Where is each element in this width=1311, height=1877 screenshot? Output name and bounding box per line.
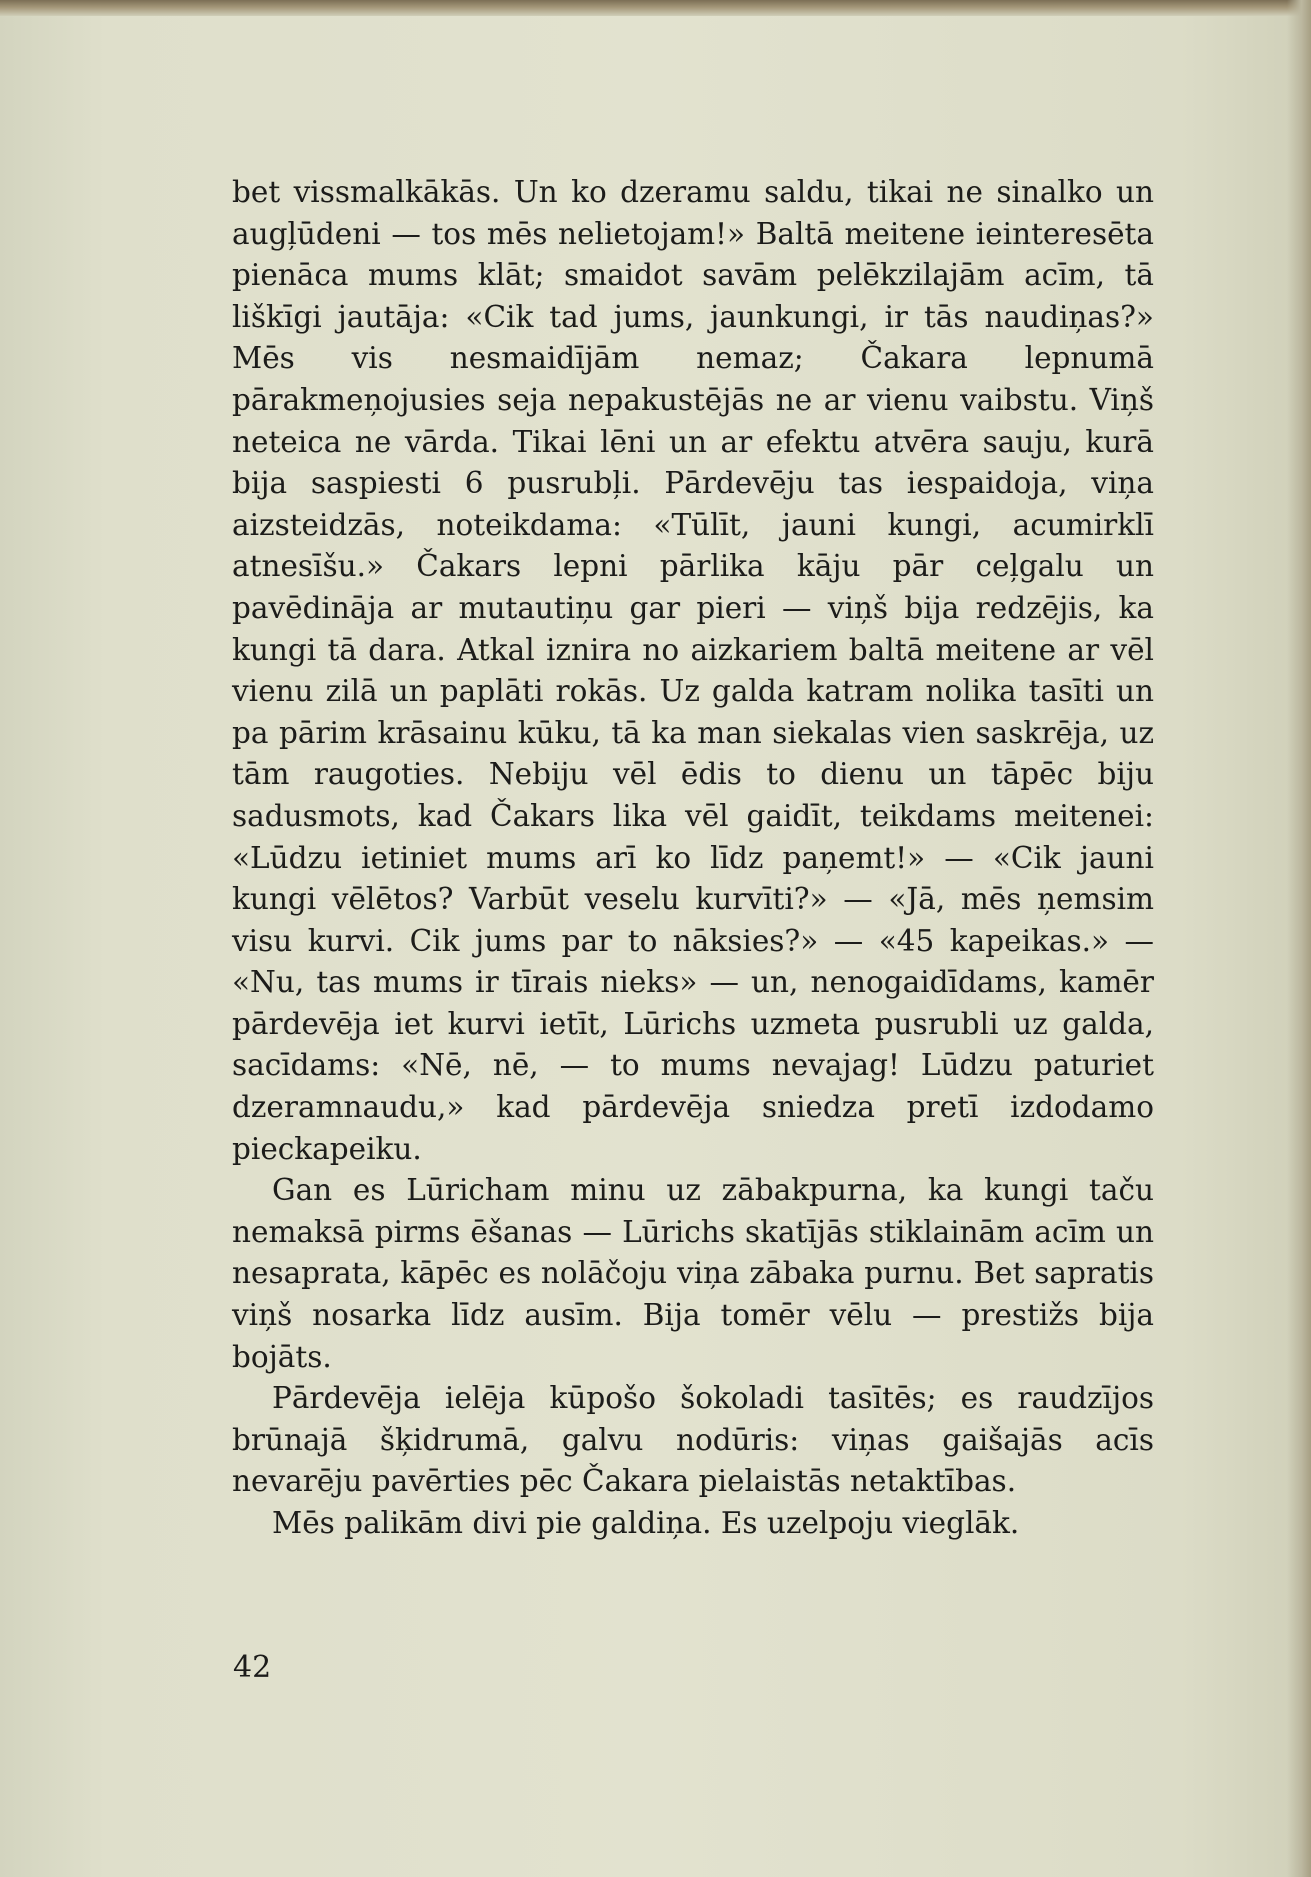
paragraph-4: Mēs palikām divi pie galdiņa. Es uzelpoju vieglāk. — [272, 1506, 1020, 1540]
paragraph-3: Pārdevēja ielēja kūpošo šokoladi tasītēs; es raudzījos brūnajā šķidrumā, galvu nodūris: viņas gaišajās acīs nevarēju pavērties pēc Čakara pielaistās netaktības. — [232, 1381, 1154, 1499]
paragraph-2: Gan es Lūricham minu uz zābakpurna, ka kungi taču nemaksā pirms ēšanas — Lūrichs skatījās stiklainām acīm un nesaprata, kāpēc es nolāčoju viņa zābaka purnu. Bet sapratis viņš nosarka līdz ausīm. Bija tomēr vēlu — prestižs bija bojāts. — [232, 1173, 1154, 1374]
page-number: 42 — [233, 1650, 272, 1685]
page-top-edge — [0, 0, 1311, 16]
body-text — [232, 172, 1154, 1545]
page-right-edge — [1287, 0, 1311, 1877]
paragraph-1: bet vissmalkākās. Un ko dzeramu saldu, tikai ne sinalko un augļūdeni — tos mēs nelietojam!» Baltā meitene ieinteresēta pienāca mums klāt; smaidot savām pelēkzilajām acīm, tā liškīgi jautāja: «Cik tad jums, jaunkungi, ir tās naudiņas?» Mēs vis nesmaidījām nemaz; Čakara lepnumā pārakmeņojusies seja nepakustējās ne ar vienu vaibstu. Viņš neteica ne vārda. Tikai lēni un ar efektu atvēra sauju, kurā bija saspiesti 6 pusrubļi. Pārdevēju tas iespaidoja, viņa aizsteidzās, noteikdama: «Tūlīt, jauni kungi, acumirklī atnesīšu.» Čakars lepni pārlika kāju pār ceļgalu un pavēdināja ar mutautiņu gar pieri — viņš bija redzējis, ka kungi tā dara. Atkal iznira no aizkariem baltā meitene ar vēl vienu zilā un paplāti rokās. Uz galda katram nolika tasīti un pa pārim krāsainu kūku, tā ka man siekalas vien saskrēja, uz tām raugoties. Nebiju vēl ēdis to dienu un tāpēc biju sadusmots, kad Čakars lika vēl gaidīt, teikdams meitenei: «Lūdzu ietiniet mums arī ko līdz paņemt!» — «Cik jauni kungi vēlētos? Varbūt veselu kurvīti?» — «Jā, mēs ņemsim visu kurvi. Cik jums par to nāksies?» — «45 kapeikas.» — «Nu, tas mums ir tīrais nieks» — un, nenogaidīdams, kamēr pārdevēja iet kurvi ietīt, Lūrichs uzmeta pusrubli uz galda, sacīdams: «Nē, nē, — to mums nevajag! Lūdzu paturiet dzeramnaudu,» kad pārdevēja sniedza pretī izdodamo pieckapeiku. — [232, 175, 1154, 1166]
